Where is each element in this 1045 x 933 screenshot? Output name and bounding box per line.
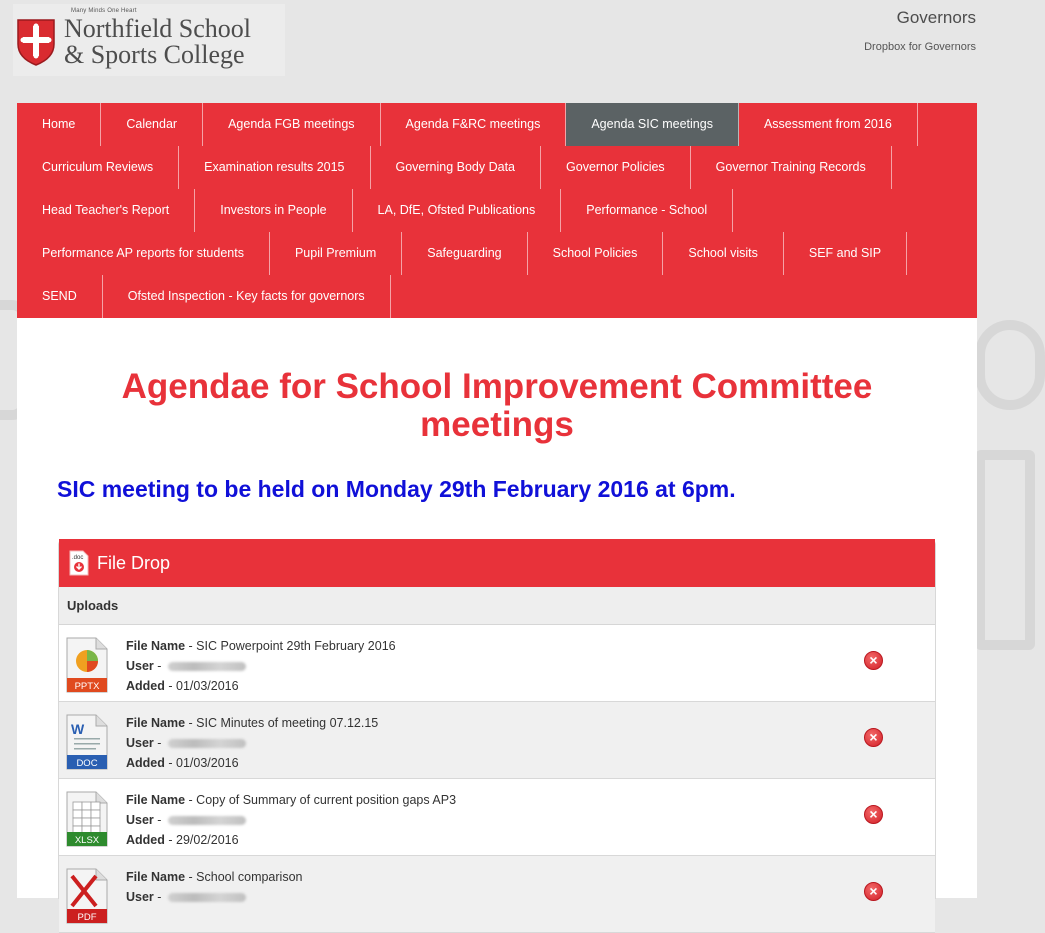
added-label: Added <box>126 756 165 770</box>
user-redacted <box>168 662 246 671</box>
main-navigation <box>17 103 977 318</box>
xlsx-file-icon <box>66 791 108 847</box>
nav-item-2[interactable]: Agenda FGB meetings <box>203 103 380 146</box>
svg-text:PPTX: PPTX <box>74 681 100 692</box>
delete-file-button[interactable]: × <box>864 728 883 747</box>
file-name[interactable]: SIC Minutes of meeting 07.12.15 <box>196 716 379 730</box>
doc-file-icon <box>66 714 108 770</box>
added-date: 29/02/2016 <box>176 833 239 847</box>
nav-item-16[interactable]: Pupil Premium <box>270 232 402 275</box>
meeting-announcement: SIC meeting to be held on Monday 29th February 2016 at 6pm. <box>57 476 736 502</box>
nav-item-12[interactable]: Investors in People <box>195 189 352 232</box>
file-drop-title: File Drop <box>97 552 171 573</box>
svg-text:PDF: PDF <box>77 912 97 923</box>
section-subtitle: Dropbox for Governors <box>864 41 976 53</box>
file-list <box>59 625 935 933</box>
uploads-label: Uploads <box>59 587 935 625</box>
background-decoration <box>975 320 1045 410</box>
svg-text:DOC: DOC <box>76 758 98 769</box>
delete-file-button[interactable]: × <box>864 805 883 824</box>
nav-item-21[interactable]: SEND <box>17 275 103 318</box>
section-title: Governors <box>896 8 976 27</box>
file-meta: File Name - Copy of Summary of current position gaps AP3 User - Added - 29/02/2016 <box>126 793 457 847</box>
svg-text:XLSX: XLSX <box>74 835 100 846</box>
school-name-line1: Northfield School <box>64 14 252 43</box>
nav-item-4[interactable]: Agenda SIC meetings <box>566 103 739 146</box>
file-name[interactable]: SIC Powerpoint 29th February 2016 <box>196 639 396 653</box>
nav-item-10[interactable]: Governor Training Records <box>691 146 892 189</box>
nav-item-1[interactable]: Calendar <box>101 103 203 146</box>
user-redacted <box>168 893 246 902</box>
file-name[interactable]: School comparison <box>196 870 303 884</box>
background-decoration <box>975 450 1035 650</box>
user-label: User <box>126 813 154 827</box>
school-motto: Many Minds One Heart <box>71 8 137 14</box>
nav-item-14[interactable]: Performance - School <box>561 189 733 232</box>
page-title: Agendae for School Improvement Committee meetings <box>121 367 873 444</box>
file-meta: File Name - SIC Minutes of meeting 07.12.15 User - Added - 01/03/2016 <box>126 716 379 770</box>
added-label: Added <box>126 833 165 847</box>
file-name-label: File Name <box>126 870 186 884</box>
file-meta: File Name - School comparison User - <box>126 870 303 904</box>
delete-file-button[interactable]: × <box>864 651 883 670</box>
nav-item-6[interactable]: Curriculum Reviews <box>17 146 179 189</box>
file-row[interactable] <box>59 702 935 779</box>
file-name-label: File Name <box>126 639 186 653</box>
nav-item-0[interactable]: Home <box>17 103 101 146</box>
file-name[interactable]: Copy of Summary of current position gaps AP3 <box>196 793 457 807</box>
delete-file-button[interactable]: × <box>864 882 883 901</box>
added-label: Added <box>126 679 165 693</box>
main-content <box>17 318 977 923</box>
school-name-line2: & Sports College <box>64 40 245 69</box>
section-header <box>864 8 976 53</box>
file-row[interactable] <box>59 625 935 702</box>
nav-item-9[interactable]: Governor Policies <box>541 146 691 189</box>
nav-item-5[interactable]: Assessment from 2016 <box>739 103 918 146</box>
nav-item-11[interactable]: Head Teacher's Report <box>17 189 195 232</box>
file-row[interactable] <box>59 856 935 933</box>
nav-item-22[interactable]: Ofsted Inspection - Key facts for governors <box>103 275 391 318</box>
nav-item-17[interactable]: Safeguarding <box>402 232 527 275</box>
nav-item-3[interactable]: Agenda F&RC meetings <box>381 103 567 146</box>
pdf-file-icon <box>66 868 108 924</box>
user-label: User <box>126 890 154 904</box>
nav-item-13[interactable]: LA, DfE, Ofsted Publications <box>353 189 562 232</box>
added-date: 01/03/2016 <box>176 756 239 770</box>
file-drop-panel <box>58 539 936 923</box>
file-drop-header <box>59 539 935 587</box>
document-icon <box>69 550 89 576</box>
school-logo[interactable] <box>13 4 285 76</box>
file-meta: File Name - SIC Powerpoint 29th February 2016 User - Added - 01/03/2016 <box>126 639 396 693</box>
svg-text:W: W <box>71 721 85 737</box>
nav-item-19[interactable]: School visits <box>663 232 783 275</box>
user-redacted <box>168 816 246 825</box>
file-row[interactable] <box>59 779 935 856</box>
user-label: User <box>126 659 154 673</box>
file-name-label: File Name <box>126 716 186 730</box>
nav-item-8[interactable]: Governing Body Data <box>371 146 542 189</box>
document-icon-label: .doc <box>72 555 84 561</box>
nav-item-20[interactable]: SEF and SIP <box>784 232 907 275</box>
user-redacted <box>168 739 246 748</box>
nav-item-7[interactable]: Examination results 2015 <box>179 146 370 189</box>
added-date: 01/03/2016 <box>176 679 239 693</box>
pptx-file-icon <box>66 637 108 693</box>
crest-icon <box>16 18 56 66</box>
nav-item-15[interactable]: Performance AP reports for students <box>17 232 270 275</box>
nav-item-18[interactable]: School Policies <box>528 232 664 275</box>
file-name-label: File Name <box>126 793 186 807</box>
user-label: User <box>126 736 154 750</box>
school-name <box>64 16 251 68</box>
